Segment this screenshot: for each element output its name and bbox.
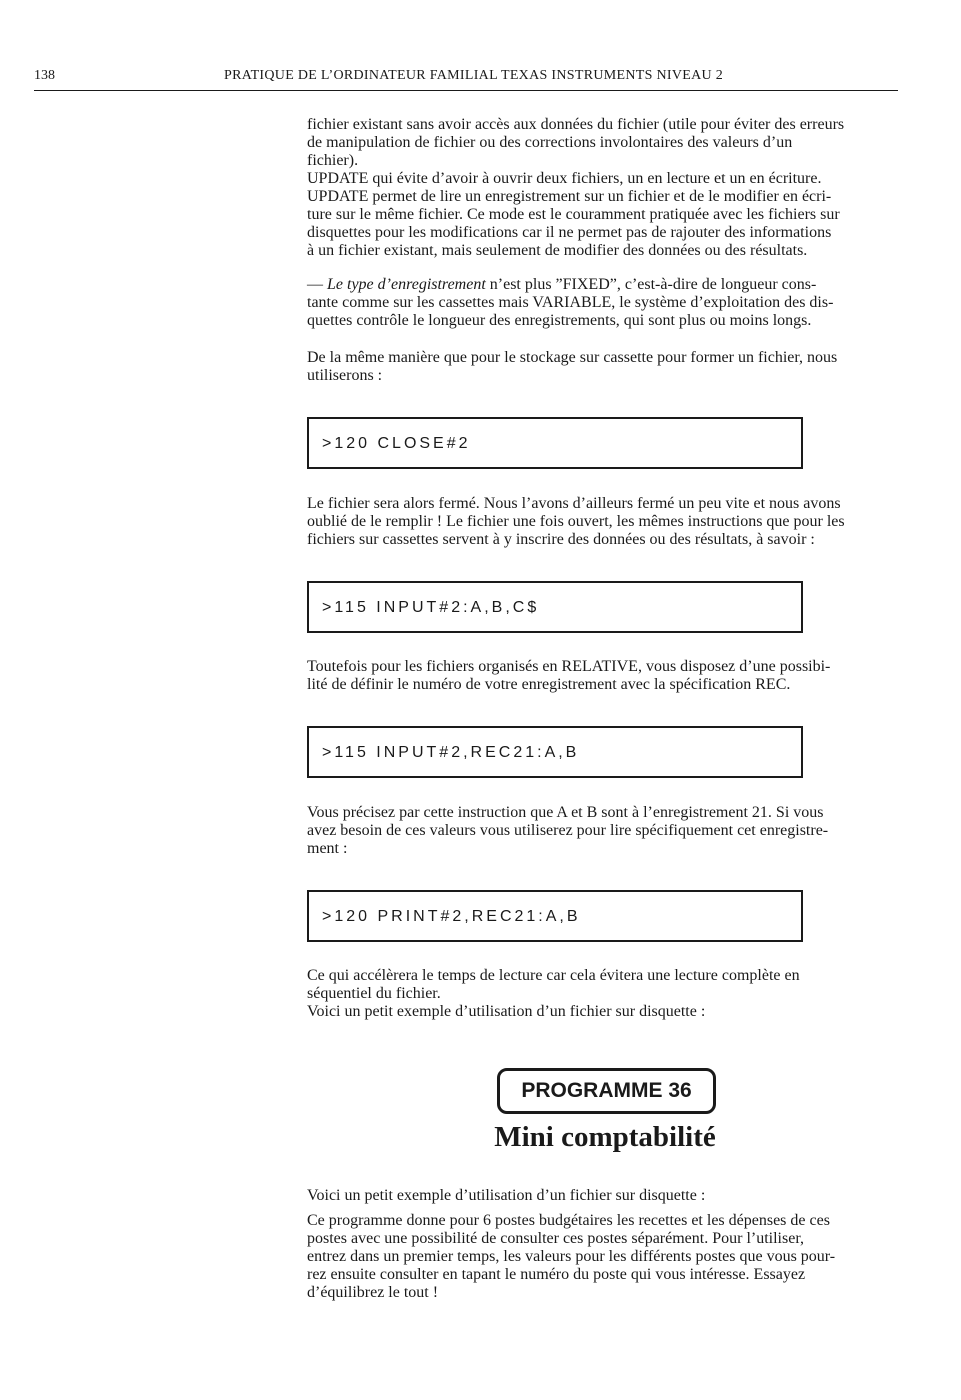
code-line: >120 CLOSE#2: [322, 435, 471, 452]
code-line: >115 INPUT#2:A,B,C$: [322, 599, 540, 616]
code-box-input-rec: [307, 726, 803, 778]
paragraph-record-type: — Le type d’enregistrement n’est plus ”FIXED”, c’est-à-dire de longueur cons- tante comme sur les cassettes mais VARIABLE, le système d’exploitation des dis- quettes contrôle le longueur des enregistrements, qui sont plus ou moins longs.: [307, 276, 834, 329]
code-box-print-rec: [307, 890, 803, 942]
code-line: >115 INPUT#2,REC21:A,B: [322, 744, 580, 761]
paragraph-update-mode: fichier existant sans avoir accès aux données du fichier (utile pour éviter des erreurs de manipulation de fichier ou des corrections involontaires des valeurs d’un fichier). UPDATE qui évite d’avoir à ouvrir deux fichiers, un en lecture et un en écriture. UPDATE permet de lire un enregistrement sur un fichier et de le modifier en écri- ture sur le même fichier. Ce mode est le couramment pratiquée avec les fichiers sur disquettes pour les modifications car il ne permet pas de rajouter des informations à un fichier existant, mais seulement de modifier des données ou des résultats.: [307, 116, 845, 259]
code-box-close: [307, 417, 803, 469]
paragraph-example-intro: Voici un petit exemple d’utilisation d’un fichier sur disquette :: [307, 1187, 706, 1204]
emphasis-record-type: Le type d’enregistrement: [327, 276, 486, 293]
program-title: Mini comptabilité: [494, 1121, 716, 1153]
paragraph-record-21: Vous précisez par cette instruction que A et B sont à l’enregistrement 21. Si vous avez besoin de ces valeurs vous utiliserez pour lire spécifiquement cet enregistre- ment :: [307, 804, 829, 857]
paragraph-faster-reading: Ce qui accélèrera le temps de lecture car cela évitera une lecture complète en séquentiel du fichier. Voici un petit exemple d’utilisation d’un fichier sur disquette :: [307, 967, 800, 1020]
paragraph-relative: Toutefois pour les fichiers organisés en RELATIVE, vous disposez d’une possibi- lité de définir le numéro de votre enregistrement avec la spécification REC.: [307, 658, 831, 693]
paragraph-same-manner: De la même manière que pour le stockage sur cassette pour former un fichier, nous utiliserons :: [307, 349, 838, 384]
code-box-input: [307, 581, 803, 633]
page-number: 138: [34, 68, 55, 83]
code-line: >120 PRINT#2,REC21:A,B: [322, 908, 581, 925]
program-badge: PROGRAMME 36: [497, 1068, 716, 1114]
running-head: PRATIQUE DE L’ORDINATEUR FAMILIAL TEXAS INSTRUMENTS NIVEAU 2: [224, 68, 724, 83]
paragraph-program-description: Ce programme donne pour 6 postes budgétaires les recettes et les dépenses de ces postes avec une possibilité de consulter ces postes séparément. Pour l’utiliser, entrez dans un premier temps, les valeurs pour les différents postes que vous pour- rez ensuite consulter en tapant le numéro du poste qui vous intéresse. Essayez d’équilibrez le tout !: [307, 1212, 836, 1301]
page-header: [34, 68, 898, 91]
paragraph-file-closed: Le fichier sera alors fermé. Nous l’avons d’ailleurs fermé un peu vite et nous avons oublié de le remplir ! Le fichier une fois ouvert, les mêmes instructions que pour les fichiers sur cassettes servent à y inscrire des données ou des résultats, à savoir :: [307, 495, 845, 548]
